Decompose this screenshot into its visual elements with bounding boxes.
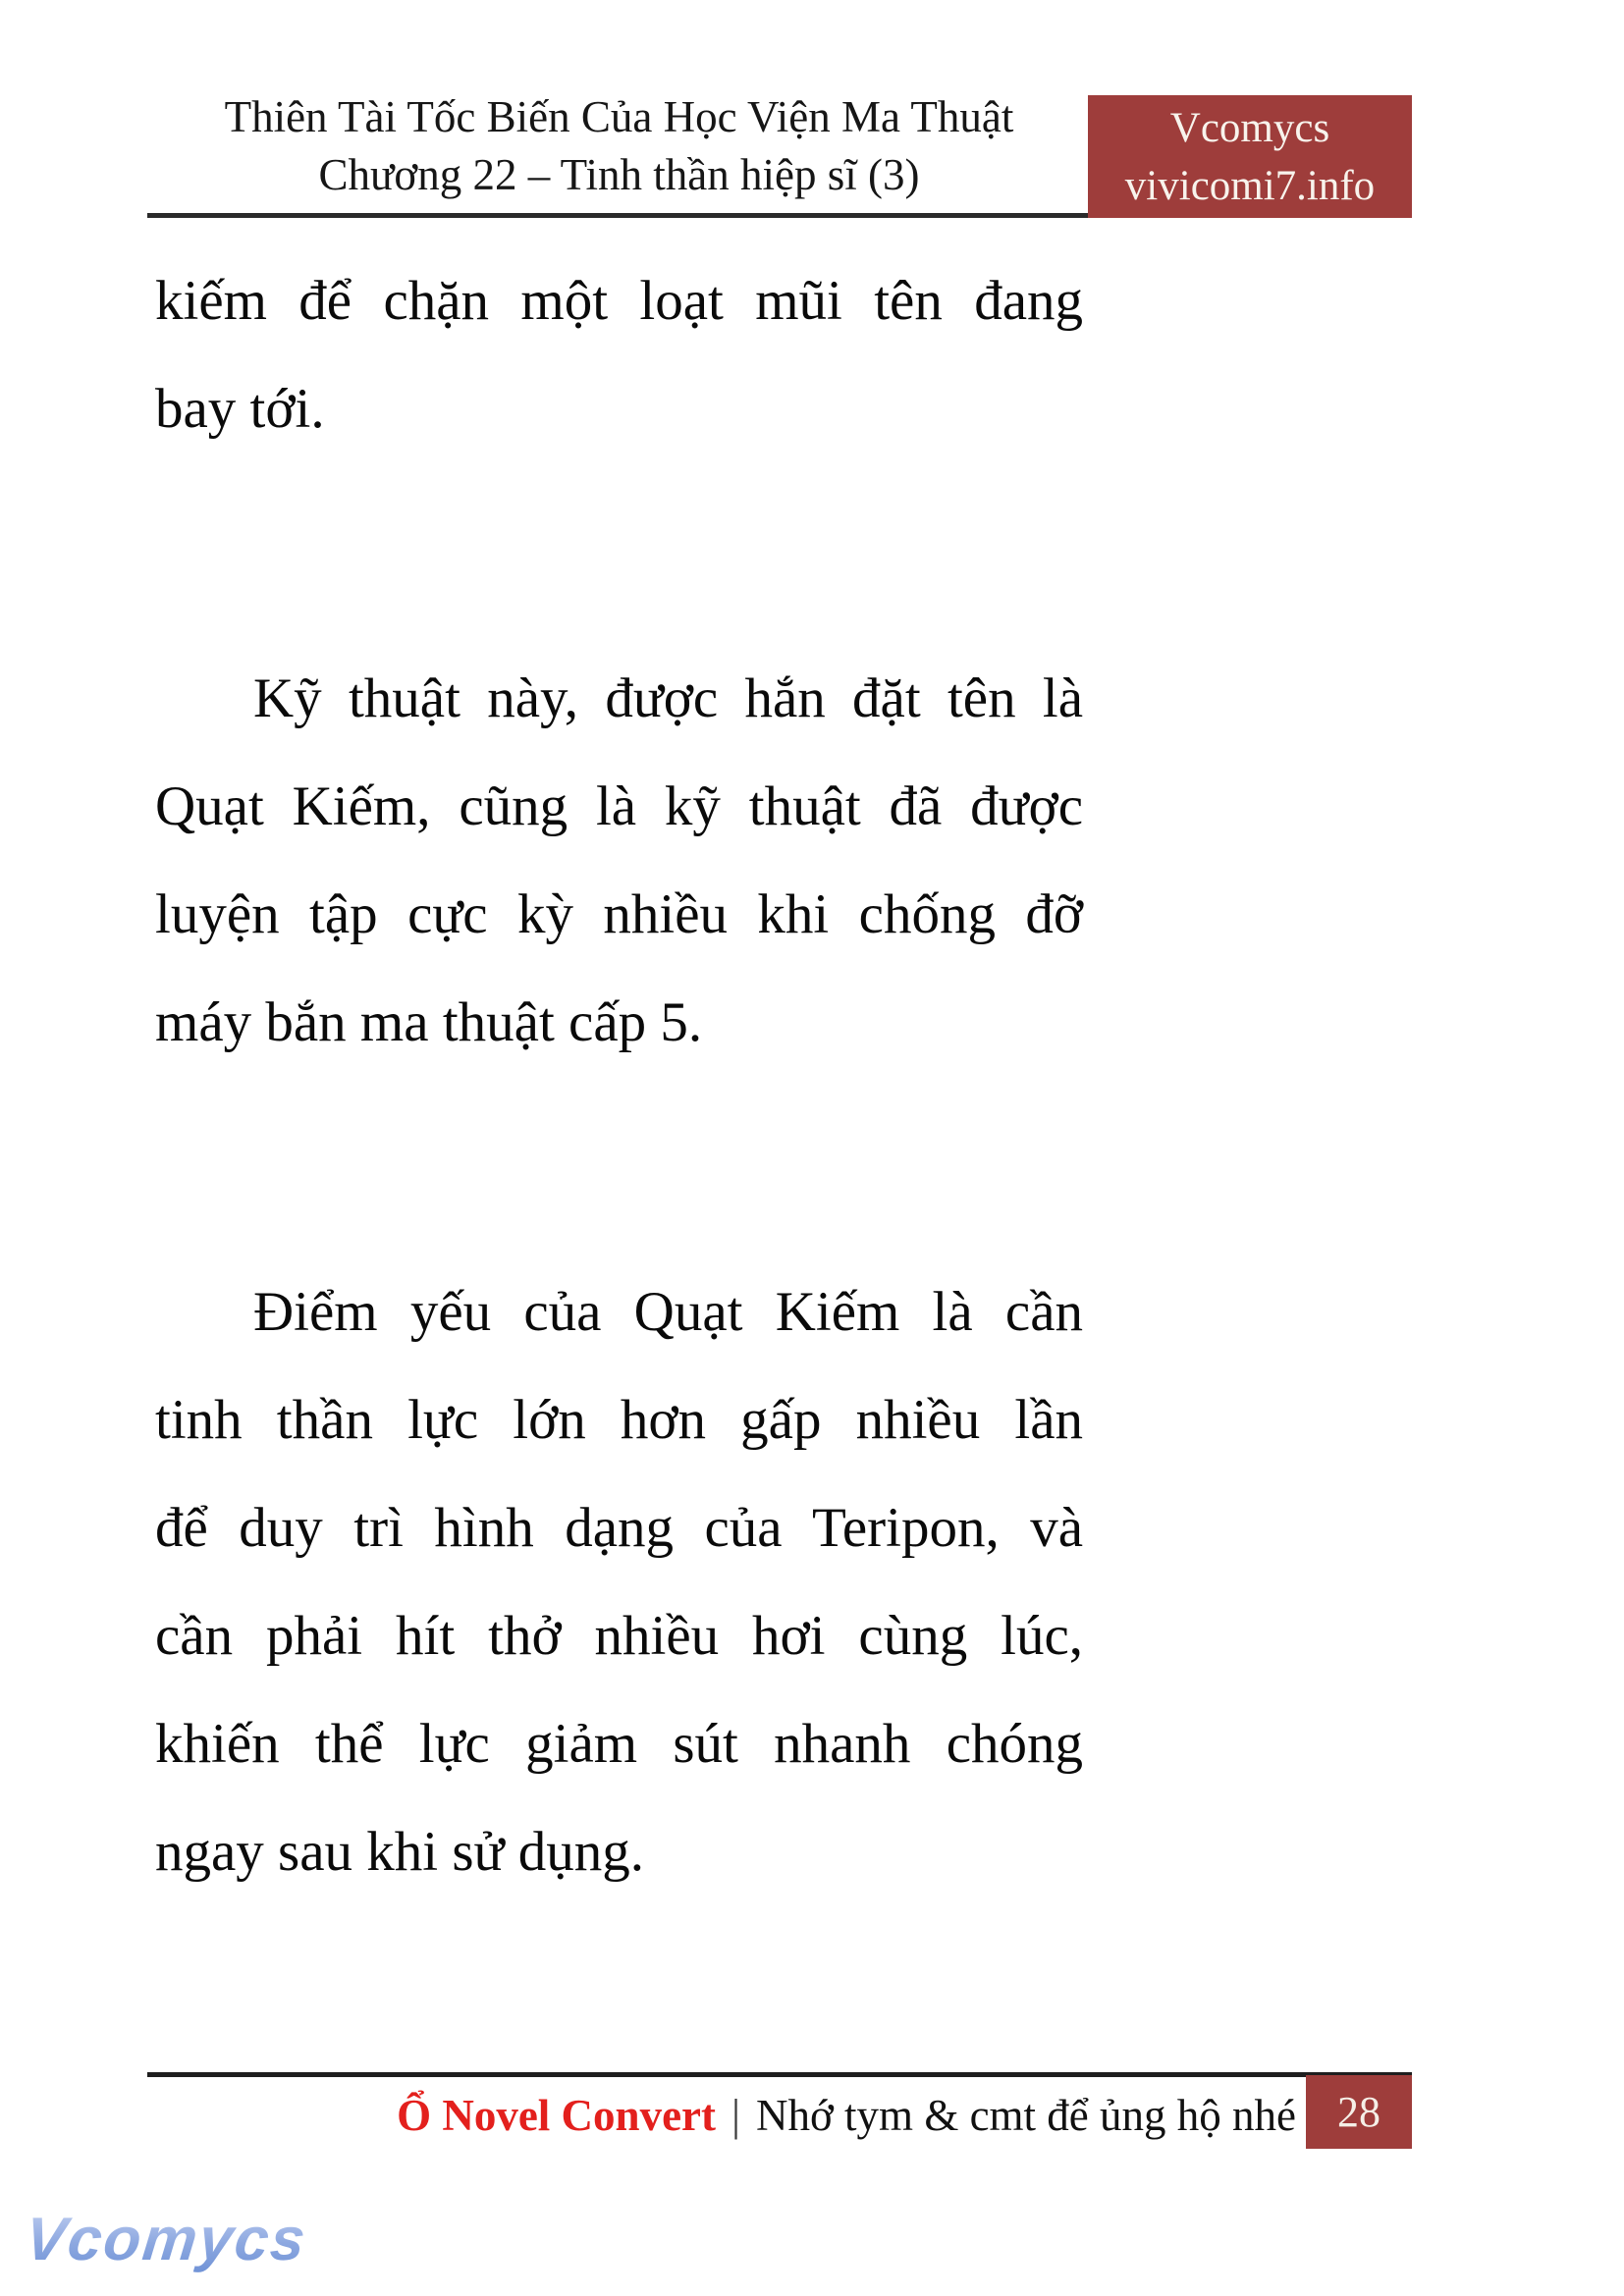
translator-badge [1088,95,1412,218]
footer-divider [147,2072,1412,2077]
footer-note: Nhớ tym & cmt để ủng hộ nhé [756,2091,1296,2140]
text-line: Quạt Kiếm, cũng là kỹ thuật đã được [155,775,1083,837]
text-line: kiếm để chặn một loạt mũi tên đang [155,270,1083,332]
page-number-badge [1306,2075,1412,2149]
translator-badge-site: vivicomi7.info [1124,162,1376,209]
paragraph [155,247,1083,463]
text-line: ngay sau khi sử dụng. [155,1821,644,1883]
text-line: tinh thần lực lớn hơn gấp nhiều lần [155,1389,1083,1451]
vcomycs-logo: Vcomycs [22,2206,310,2273]
page-header [155,88,1083,204]
paragraph [155,645,1083,1077]
text-line: luyện tập cực kỳ nhiều khi chống đỡ [155,883,1083,945]
text-line: để duy trì hình dạng của Teripon, và [155,1497,1083,1559]
translator-badge-name: Vcomycs [1169,104,1330,151]
page-number: 28 [1337,2088,1380,2136]
footer-credit [397,2085,1296,2146]
text-line: bay tới. [155,378,325,440]
text-line: Kỹ thuật này, được hắn đặt tên là [253,667,1083,729]
chapter-title: Chương 22 – Tinh thần hiệp sĩ (3) [318,150,920,199]
text-line: khiến thể lực giảm sút nhanh chóng [155,1713,1083,1775]
text-line: máy bắn ma thuật cấp 5. [155,991,703,1053]
book-title: Thiên Tài Tốc Biến Của Học Viện Ma Thuật [224,92,1014,141]
text-line: Điểm yếu của Quạt Kiếm là cần [253,1281,1083,1343]
footer-separator: | [731,2091,741,2140]
footer-brand: Ổ Novel Convert [397,2091,716,2140]
paragraph [155,1258,1083,1906]
text-line: cần phải hít thở nhiều hơi cùng lúc, [155,1605,1083,1667]
body-text [155,247,1083,2088]
